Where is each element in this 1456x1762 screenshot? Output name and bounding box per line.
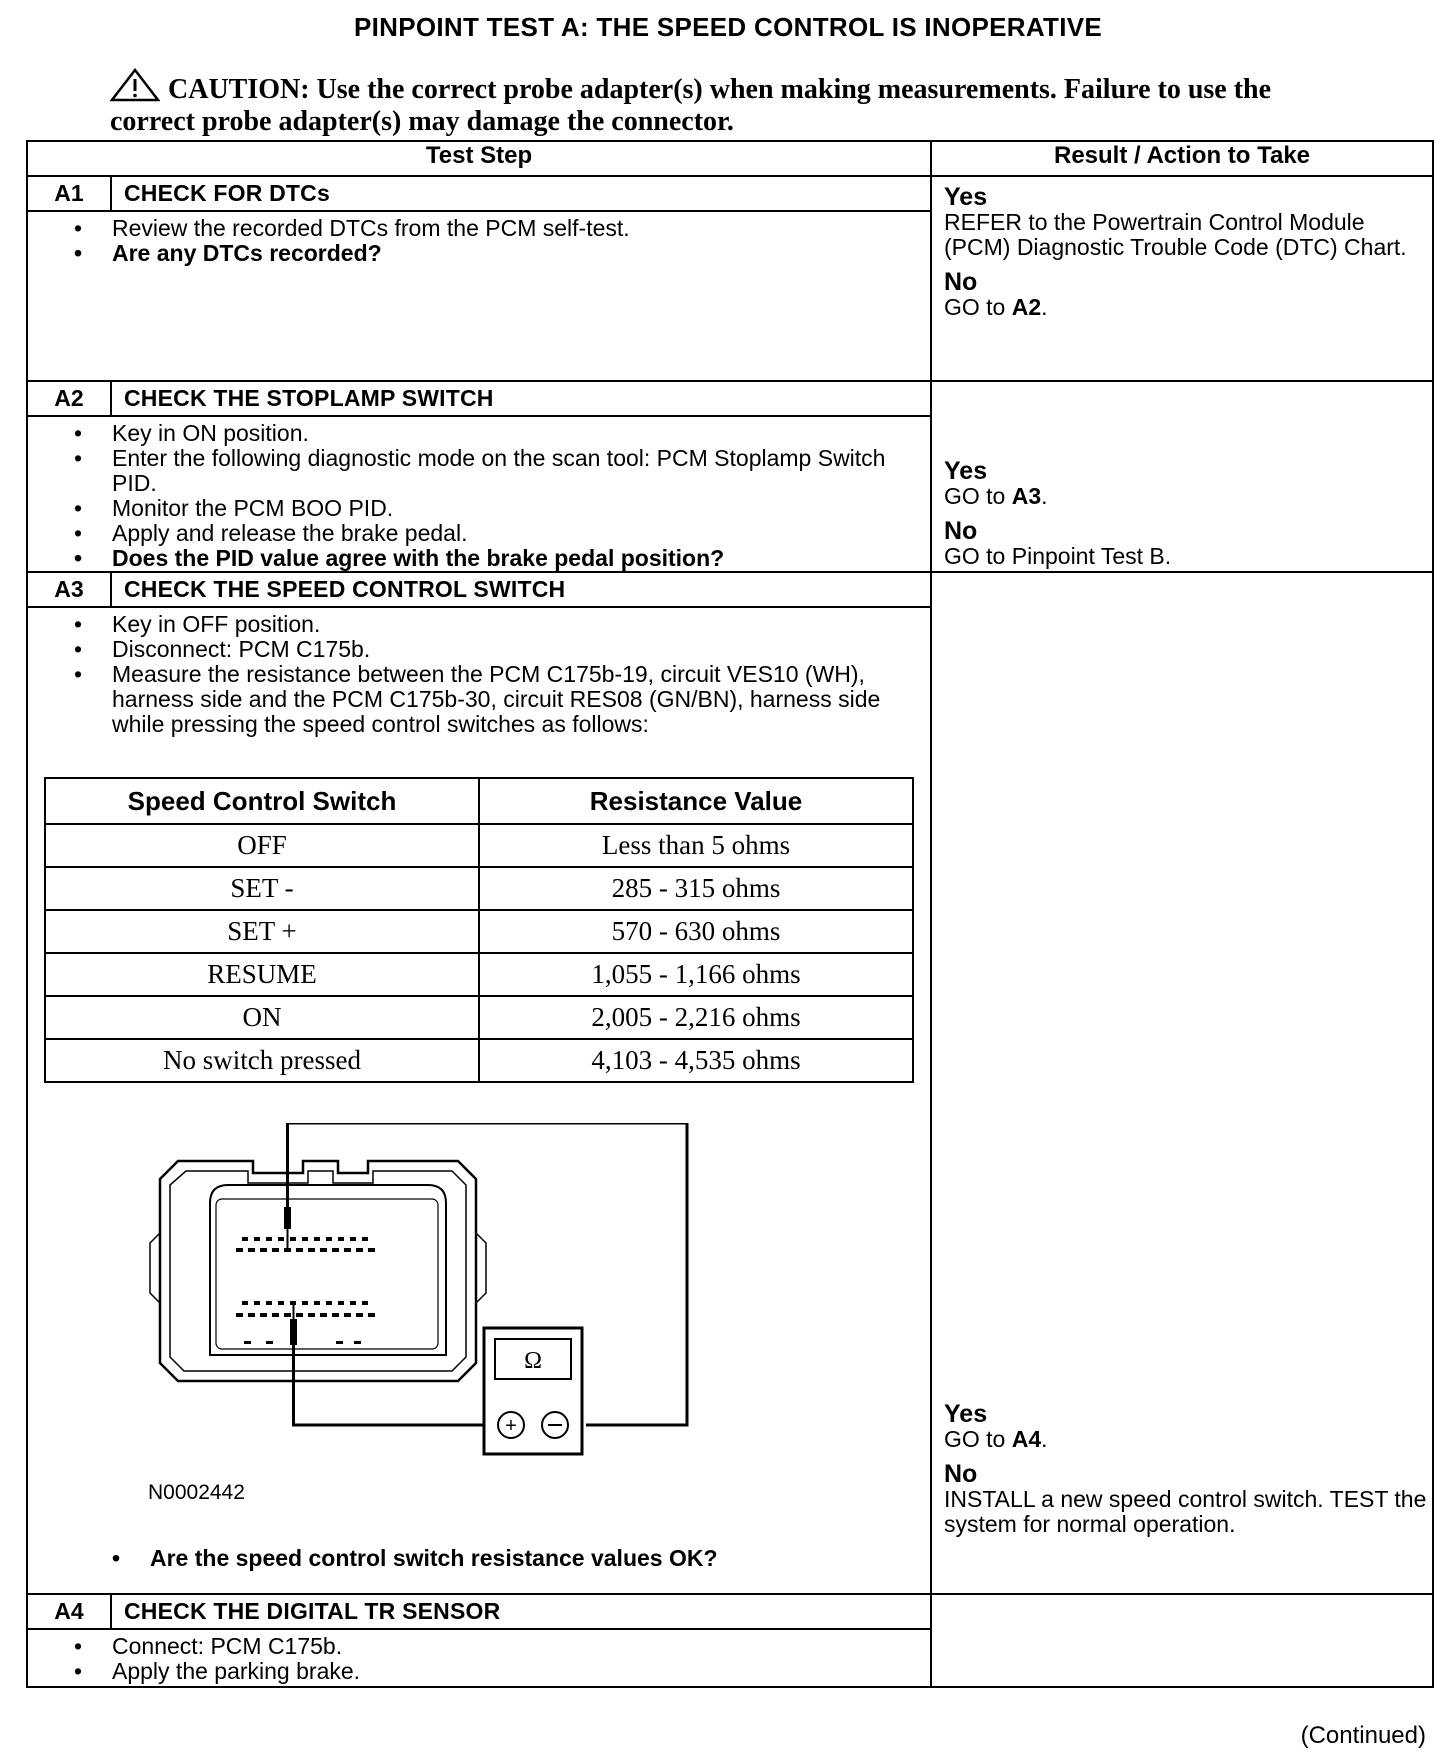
step-a1-result	[931, 176, 1433, 381]
step-id: A4	[27, 1594, 111, 1629]
list-item: • Are any DTCs recorded?	[74, 241, 930, 266]
step-id: A2	[27, 381, 111, 416]
connector-outline	[160, 1161, 476, 1381]
table-cell: ON	[45, 996, 479, 1039]
yes-action: REFER to the Powertrain Control Module (PCM) Diagnostic Trouble Code (DTC) Chart.	[944, 209, 1407, 260]
probe-lower	[290, 1319, 297, 1345]
table-cell: 2,005 - 2,216 ohms	[479, 996, 913, 1039]
list-item: • Connect: PCM C175b.	[74, 1634, 930, 1659]
step-a1-body	[27, 211, 931, 381]
figure-id: N0002442	[148, 1481, 245, 1504]
no-action: GO to Pinpoint Test B.	[944, 543, 1172, 569]
caution-label: CAUTION:	[168, 74, 310, 105]
step-title: CHECK FOR DTCs	[111, 176, 931, 211]
ohmmeter	[484, 1328, 582, 1454]
resistance-table	[44, 777, 914, 1083]
list-item: • Apply the parking brake.	[74, 1659, 930, 1684]
yes-label: Yes	[944, 457, 988, 485]
ohm-symbol: Ω	[524, 1348, 542, 1374]
table-row	[45, 824, 913, 867]
warning-triangle-icon	[110, 68, 160, 102]
table-row	[45, 1039, 913, 1082]
caution-note	[110, 68, 1350, 138]
svg-text:+: +	[505, 1415, 517, 1437]
step-a3-body	[27, 607, 931, 1594]
table-cell: 4,103 - 4,535 ohms	[479, 1039, 913, 1082]
step-a2-body	[27, 416, 931, 572]
table-cell: SET +	[45, 910, 479, 953]
yes-action: GO to A4.	[944, 1426, 1048, 1452]
no-label: No	[944, 1460, 978, 1488]
page-title: PINPOINT TEST A: THE SPEED CONTROL IS INOPERATIVE	[353, 12, 1103, 42]
goto-link[interactable]: A4	[1011, 1426, 1042, 1452]
upper-pin-rows	[236, 1237, 375, 1252]
step-a3-result	[931, 572, 1433, 1594]
list-item: • Disconnect: PCM C175b.	[74, 637, 930, 662]
table-header-row	[27, 141, 1433, 176]
list-item: • Monitor the PCM BOO PID.	[74, 496, 930, 521]
pinpoint-test-table	[26, 140, 1434, 1688]
table-cell: 570 - 630 ohms	[479, 910, 913, 953]
step-title: CHECK THE STOPLAMP SWITCH	[111, 381, 931, 416]
goto-link[interactable]: A3	[1011, 483, 1042, 509]
table-row	[45, 996, 913, 1039]
list-item: • Measure the resistance between the PCM C175b-19, circuit VES10 (WH), harness side and the PCM C175b-30, circuit RES08 (GN/BN), harness side while pressing the speed control switches as follows:	[74, 662, 930, 737]
table-cell: 285 - 315 ohms	[479, 867, 913, 910]
pcm-connector-ohmmeter-diagram	[28, 1123, 928, 1503]
yes-label: Yes	[944, 183, 988, 211]
no-action: GO to A2.	[944, 294, 1048, 320]
probe-upper	[284, 1207, 291, 1229]
continued-note: (Continued)	[1300, 1722, 1426, 1749]
list-item-final-question: • Are the speed control switch resistance values OK?	[28, 1543, 930, 1583]
table-cell: OFF	[45, 824, 479, 867]
step-a3-title-row	[27, 572, 1433, 607]
table-row	[45, 867, 913, 910]
step-a2-title-row	[27, 381, 1433, 416]
result-header: Result / Action to Take	[931, 141, 1433, 176]
list-item: • Key in OFF position.	[74, 612, 930, 637]
table-row	[45, 910, 913, 953]
no-label: No	[944, 268, 978, 296]
column-header: Resistance Value	[479, 778, 913, 824]
step-a4-title-row	[27, 1594, 1433, 1629]
connector-inner-shell	[170, 1171, 466, 1371]
step-a4-result	[931, 1594, 1433, 1687]
list-item: • Enter the following diagnostic mode on the scan tool: PCM Stoplamp Switch PID.	[74, 446, 930, 496]
step-title: CHECK THE DIGITAL TR SENSOR	[111, 1594, 931, 1629]
step-a4-body	[27, 1629, 931, 1687]
table-cell: 1,055 - 1,166 ohms	[479, 953, 913, 996]
caution-text: Use the correct probe adapter(s) when making measurements. Failure to use the correct probe adapter(s) may damage the connector.	[110, 74, 1272, 137]
step-a2-result	[931, 381, 1433, 572]
table-row	[45, 778, 913, 824]
column-header: Speed Control Switch	[45, 778, 479, 824]
table-cell: No switch pressed	[45, 1039, 479, 1082]
list-item: • Review the recorded DTCs from the PCM self-test.	[74, 216, 930, 241]
table-cell: RESUME	[45, 953, 479, 996]
lower-pin-rows	[236, 1301, 375, 1344]
step-id: A1	[27, 176, 111, 211]
list-item: • Does the PID value agree with the brake pedal position?	[74, 546, 930, 571]
no-label: No	[944, 517, 978, 545]
table-cell: Less than 5 ohms	[479, 824, 913, 867]
table-cell: SET -	[45, 867, 479, 910]
yes-label: Yes	[944, 1400, 988, 1428]
step-id: A3	[27, 572, 111, 607]
test-step-header: Test Step	[27, 141, 931, 176]
list-item: • Key in ON position.	[74, 421, 930, 446]
connector-face	[210, 1185, 446, 1355]
no-action: INSTALL a new speed control switch. TEST the system for normal operation.	[944, 1486, 1427, 1537]
table-row	[45, 953, 913, 996]
connector-diagram	[28, 1123, 928, 1543]
yes-action: GO to A3.	[944, 483, 1048, 509]
test-lead-negative	[294, 1345, 485, 1425]
step-title: CHECK THE SPEED CONTROL SWITCH	[111, 572, 931, 607]
step-a1-title-row	[27, 176, 1433, 211]
goto-link[interactable]: A2	[1011, 294, 1042, 320]
list-item: • Apply and release the brake pedal.	[74, 521, 930, 546]
